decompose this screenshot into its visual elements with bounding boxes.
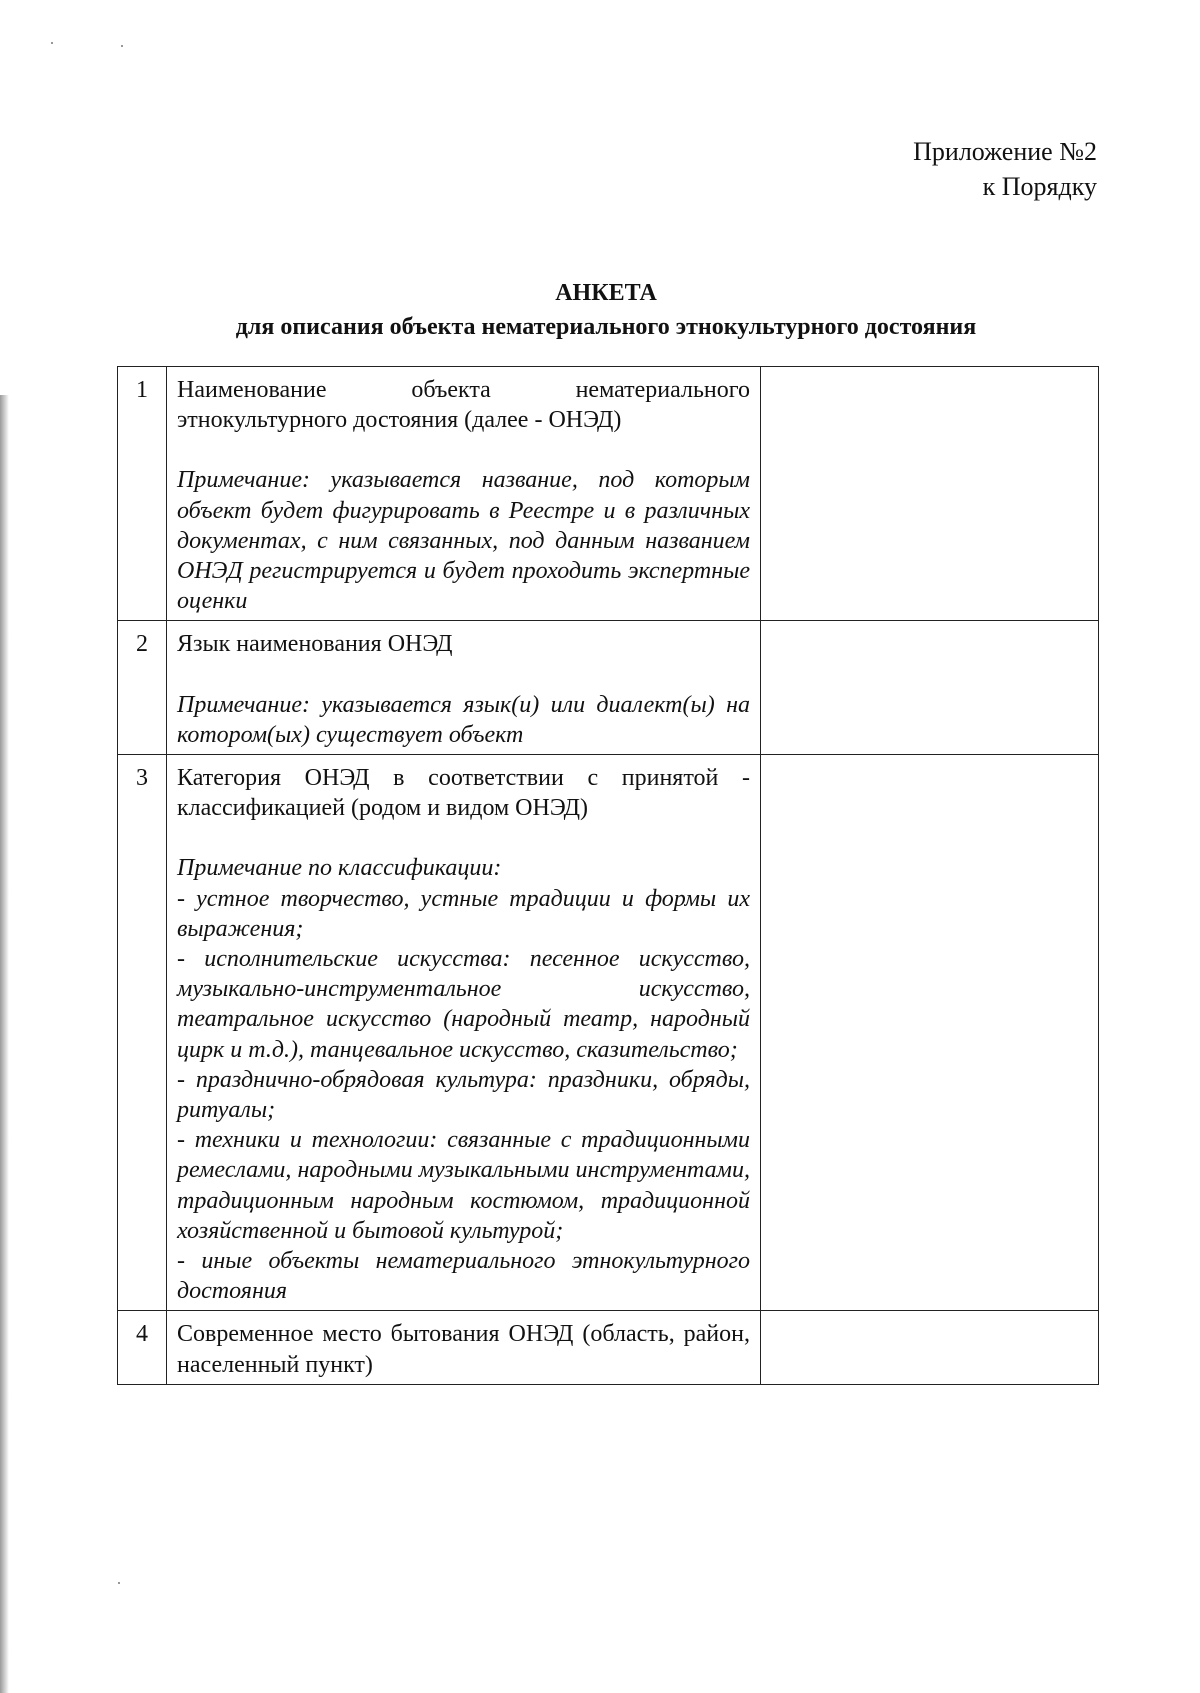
row-description — [167, 367, 761, 621]
row-value-cell[interactable] — [761, 755, 1099, 1311]
row-note: Примечание: указывается язык(и) или диалект(ы) на котором(ых) существует объект — [177, 691, 750, 748]
row-number: 4 — [118, 1311, 167, 1384]
row-number: 1 — [118, 367, 167, 621]
scan-shadow-edge — [0, 395, 9, 1693]
scan-speck — [118, 1582, 120, 1584]
table-row — [118, 621, 1099, 755]
row-value-cell[interactable] — [761, 621, 1099, 755]
row-number: 3 — [118, 755, 167, 1311]
scan-speck — [121, 45, 123, 47]
row-value-cell[interactable] — [761, 367, 1099, 621]
list-item: - празднично-обрядовая культура: праздники, обряды, ритуалы; — [177, 1066, 750, 1124]
category-list — [177, 884, 750, 1307]
document-title: АНКЕТА — [555, 280, 657, 306]
row-note: Примечание: указывается название, под которым объект будет фигурировать в Реестре и в различных документах, с ним связанных, под данным названием ОНЭД регистрируется и будет проходить экспертные оценки — [177, 467, 750, 615]
row-note: Примечание по классификации: — [177, 855, 502, 882]
list-item: - исполнительские искусства: песенное искусство, музыкально-инструментальное искусство, театральное искусство (народный театр, народный цирк и т.д.), танцевальное искусство, сказительство; — [177, 946, 750, 1063]
row-description — [167, 621, 761, 755]
row-label: Наименование объекта нематериального этнокультурного достояния (далее - ОНЭД) — [177, 377, 750, 434]
table-row — [118, 367, 1099, 621]
row-description — [167, 755, 761, 1311]
list-item: - иные объекты нематериального этнокультурного достояния — [177, 1248, 750, 1305]
row-number: 2 — [118, 621, 167, 755]
row-label: Категория ОНЭД в соответствии с принятой - классификацией (родом и видом ОНЭД) — [177, 765, 750, 822]
scan-speck — [51, 42, 53, 44]
row-description — [167, 1311, 761, 1384]
table-row — [118, 1311, 1099, 1384]
row-label: Язык наименования ОНЭД — [177, 631, 453, 658]
document-subtitle: для описания объекта нематериального этнокультурного достояния — [235, 314, 977, 340]
list-item: - техники и технологии: связанные с традиционными ремеслами, народными музыкальными инструментами, традиционным народным костюмом, традиционной хозяйственной и бытовой культурой; — [177, 1127, 750, 1244]
appendix-number: Приложение №2 — [913, 137, 1097, 166]
table-row — [118, 755, 1099, 1311]
row-value-cell[interactable] — [761, 1311, 1099, 1384]
questionnaire-table — [117, 366, 1099, 1385]
document-heading — [0, 276, 1200, 344]
list-item: - устное творчество, устные традиции и формы их выражения; — [177, 885, 750, 942]
appendix-order-ref: к Порядку — [982, 172, 1097, 201]
appendix-reference — [913, 134, 1097, 204]
row-label: Современное место бытования ОНЭД (область, район, населенный пункт) — [177, 1321, 750, 1378]
